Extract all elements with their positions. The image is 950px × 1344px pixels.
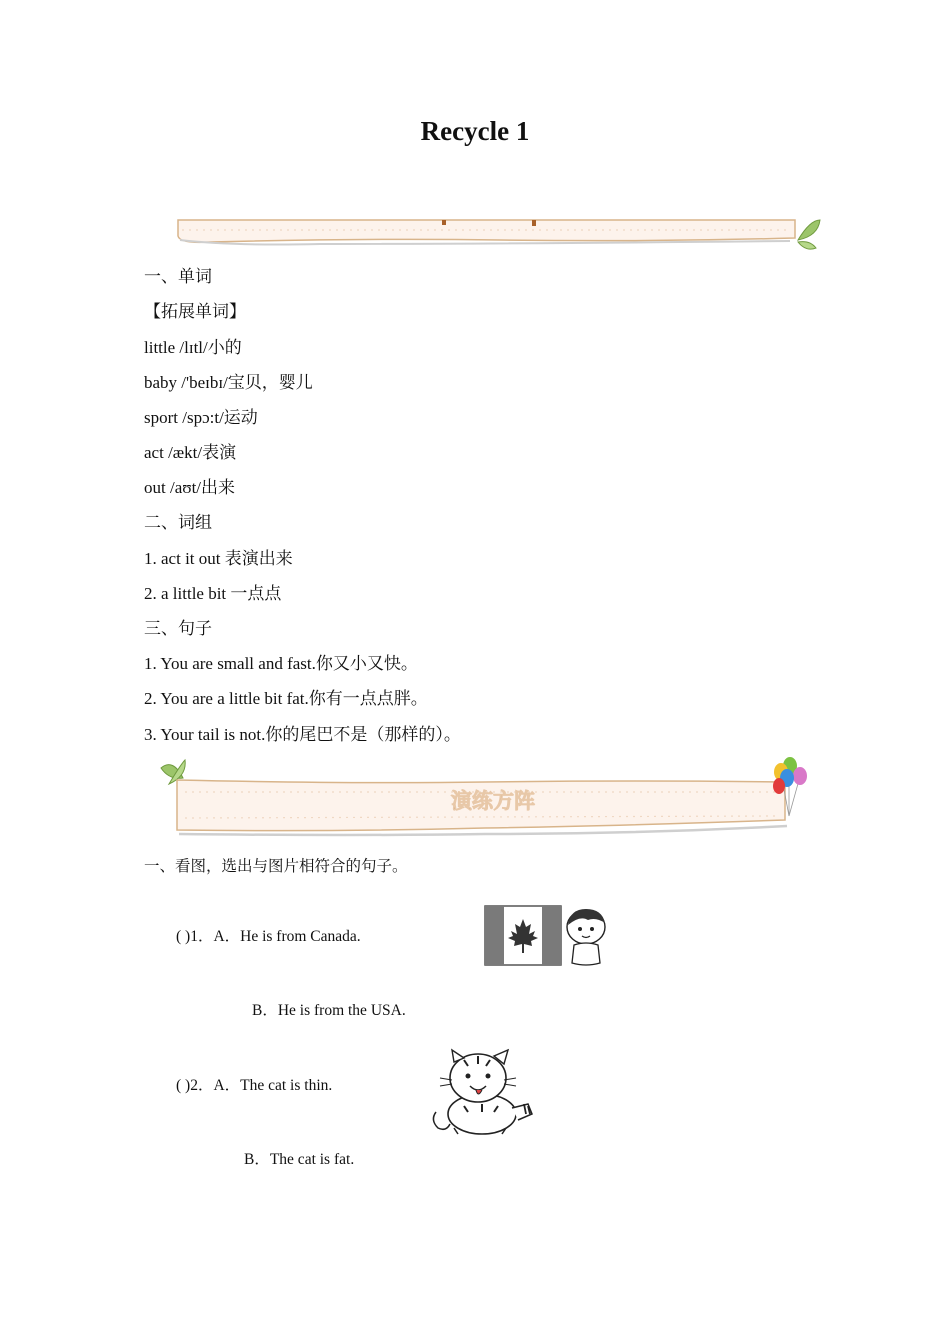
page-title: Recycle 1 bbox=[420, 116, 530, 146]
word-item: baby /'beɪbɪ/宝贝，婴儿 bbox=[144, 373, 313, 392]
section-heading-words: 一、单词 bbox=[144, 267, 212, 286]
phrase-item: 2. a little bit 一点点 bbox=[144, 584, 282, 603]
ext-words-heading: 【拓展单词】 bbox=[144, 302, 246, 321]
question-2-option-b: B．The cat is fat. bbox=[244, 1151, 355, 1168]
fat-cat-image bbox=[428, 1048, 540, 1143]
sentence-item: 2. You are a little bit fat.你有一点点胖。 bbox=[144, 689, 428, 708]
practice-banner-title: 演练方阵 bbox=[451, 789, 535, 813]
question-1-option-b: B．He is from the USA. bbox=[252, 1002, 406, 1019]
phrase-item: 1. act it out 表演出来 bbox=[144, 549, 293, 568]
word-item: out /aʊt/出来 bbox=[144, 478, 236, 497]
question-1-line: ( )1．A．He is from Canada. bbox=[176, 928, 361, 945]
question-2-line: ( )2．A．The cat is thin. bbox=[176, 1077, 333, 1094]
word-item: sport /spɔ:t/运动 bbox=[144, 408, 258, 427]
word-item: little /lɪtl/小的 bbox=[144, 338, 242, 357]
boy-icon bbox=[567, 909, 605, 965]
section-heading-sentences: 三、句子 bbox=[144, 619, 212, 638]
canada-flag-boy-image bbox=[484, 905, 612, 972]
section-heading-phrases: 二、词组 bbox=[144, 513, 212, 532]
word-item: act /ækt/表演 bbox=[144, 443, 237, 462]
leaf-icon bbox=[798, 220, 820, 249]
practice-instruction: 一、看图，选出与图片相符合的句子。 bbox=[144, 858, 408, 875]
sentence-item: 3. Your tail is not.你的尾巴不是（那样的）。 bbox=[144, 725, 461, 744]
practice-banner bbox=[155, 756, 815, 840]
sentence-item: 1. You are small and fast.你又小又快。 bbox=[144, 654, 418, 673]
top-banner bbox=[170, 214, 830, 254]
